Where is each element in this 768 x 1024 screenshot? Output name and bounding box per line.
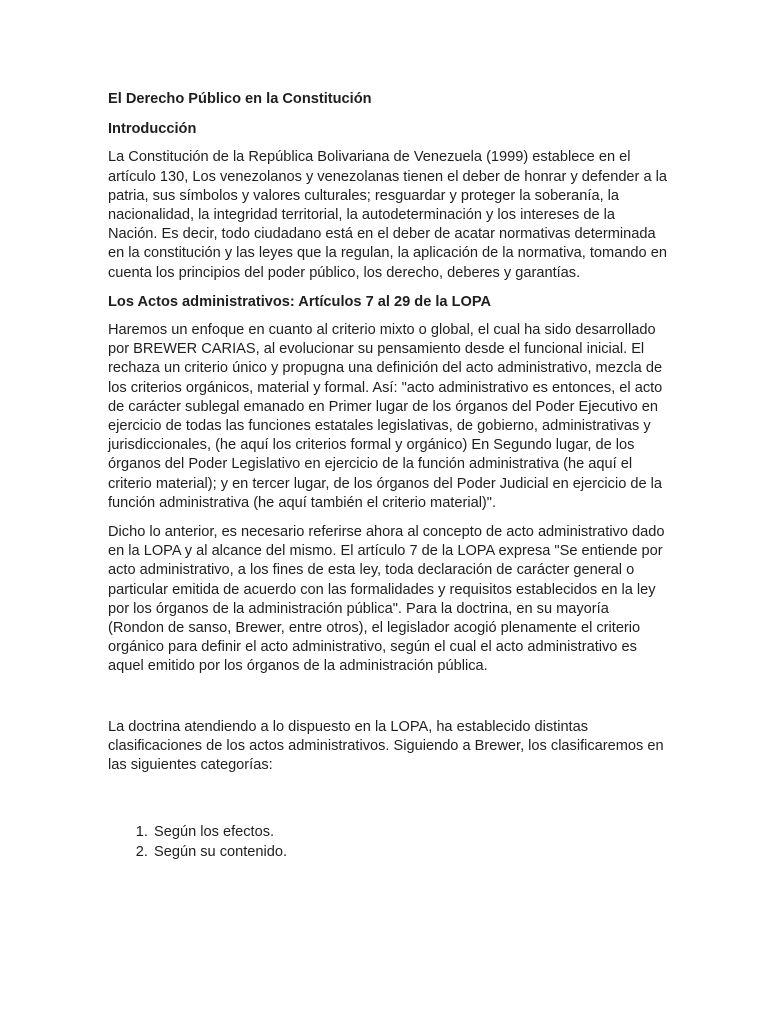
blank-space	[108, 687, 668, 718]
body-paragraph-2: Dicho lo anterior, es necesario referirse ahora al concepto de acto administrativo dado en la LOPA y al alcance del mismo. El artículo 7 de la LOPA expresa "Se entiende por acto administrativo, a los fines de esta ley, toda declaración de carácter general o particular emitida de acuerdo con las formalidades y requisitos establecidos en la ley por los órganos de la administración pública". Para la doctrina, en su mayoría (Rondon de sanso, Brewer, entre otros), el legislador acogió plenamente el criterio orgánico para definir el acto administrativo, según el cual el acto administrativo es aquel emitido por los órganos de la administración pública.	[108, 524, 665, 675]
list-item: 1. Según los efectos.	[152, 823, 668, 842]
body-paragraph-3: La doctrina atendiendo a lo dispuesto en la LOPA, ha establecido distintas clasificaciones de los actos administrativos. Siguiendo a Brewer, los clasificaremos en las siguientes categorías:	[108, 718, 664, 774]
classification-list	[108, 823, 668, 861]
document-title: El Derecho Público en la Constitución	[108, 91, 372, 107]
section-heading: Los Actos administrativos: Artículos 7 al 29 de la LOPA	[108, 293, 492, 310]
intro-heading: Introducción	[108, 121, 197, 138]
document-page	[108, 90, 668, 862]
intro-paragraph: La Constitución de la República Bolivariana de Venezuela (1999) establece en el artículo 130, Los venezolanos y venezolanas tienen el deber de honrar y defender a la patria, sus símbolos y valores culturales; resguardar y proteger la soberanía, la nacionalidad, la integridad territorial, la autodeterminación y los intereses de la Nación. Es decir, todo ciudadano está en el deber de acatar normativas determinada en la constitución y las leyes que la regulan, la aplicación de la normativa, tomando en cuenta los principios del poder público, los derecho, deberes y garantías.	[108, 149, 667, 281]
blank-space	[108, 785, 668, 823]
body-paragraph-1: Haremos un enfoque en cuanto al criterio mixto o global, el cual ha sido desarrollado por BREWER CARIAS, al evolucionar su pensamiento desde el funcional inicial. El rechaza un criterio único y propugna una definición del acto administrativo, mezcla de los criterios orgánicos, material y formal. Así: "acto administrativo es entonces, el acto de carácter sublegal emanado en Primer lugar de los órganos del Poder Ejecutivo en ejercicio de todas las funciones estatales legislativas, de gobierno, administrativas y jurisdiccionales, (he aquí los criterios formal y orgánico) En Segundo lugar, de los órganos del Poder Legislativo en ejercicio de la función administrativa (he aquí el criterio material); y en tercer lugar, de los órganos del Poder Judicial en ejercicio de la función administrativa (he aquí también el criterio material)".	[108, 322, 663, 511]
list-item: 2. Según su contenido.	[152, 843, 668, 862]
